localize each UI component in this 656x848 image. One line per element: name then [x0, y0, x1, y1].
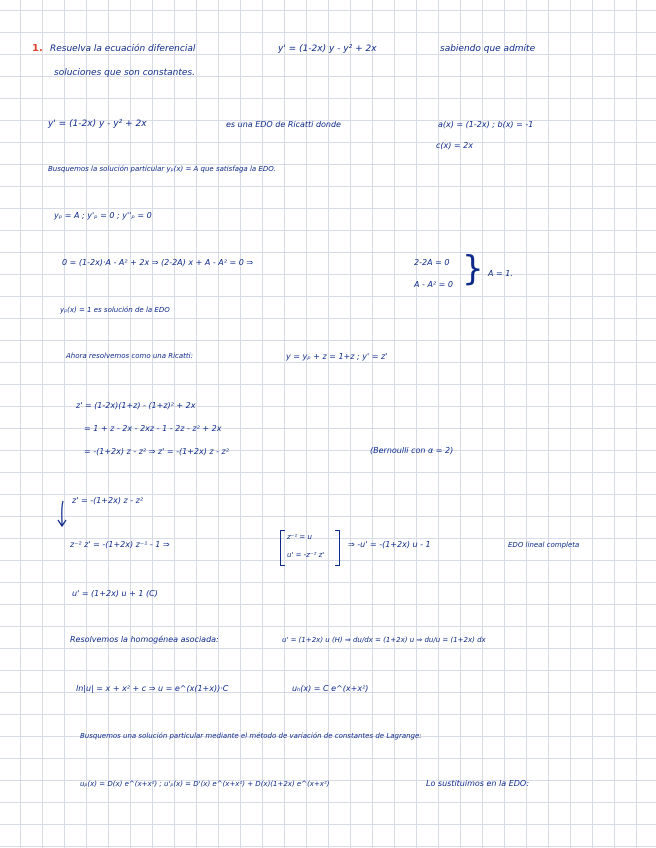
substitution-1: z⁻¹ = u: [287, 533, 312, 541]
down-arrow-icon: [56, 500, 68, 528]
system-eq-2: A - A² = 0: [414, 280, 454, 289]
riccati-label: es una EDO de Ricatti donde: [226, 120, 341, 129]
particular-derivs: yₚ = A ; y'ₚ = 0 ; y''ₚ = 0: [54, 211, 152, 220]
reduction-intro: Ahora resolvemos como una Ricatti:: [66, 352, 193, 360]
linear-equation: u' = (1+2x) u + 1 (C): [72, 589, 158, 598]
bernoulli-after: ⇒ -u' = -(1+2x) u - 1: [348, 540, 431, 549]
homogeneous-intro: Resolvemos la homogénea asociada:: [70, 635, 219, 644]
homogeneous-solution: ln|u| = x + x² + c ⇒ u = e^(x(1+x))·C: [76, 684, 229, 693]
reduction-line-3: = -(1+2x) z - z² ⇒ z' = -(1+2x) z - z²: [84, 447, 229, 456]
system-result: A = 1.: [488, 269, 513, 278]
particular-intro: Busquemos la solución particular yₚ(x) = A que satisfaga la EDO.: [48, 165, 276, 173]
bernoulli-divided: z⁻² z' = -(1+2x) z⁻¹ - 1 ⇒: [70, 540, 170, 549]
particular-substitution: 0 = (1-2x)·A - A² + 2x ⇒ (2-2A) x + A - A² = 0 ⇒: [62, 258, 254, 267]
substitution-2: u' = -z⁻² z': [287, 551, 325, 559]
substitution-bracket-left: [280, 530, 285, 566]
substitution-bracket-right: [335, 530, 340, 566]
system-brace: }: [462, 249, 484, 289]
riccati-equation: y' = (1-2x) y - y² + 2x: [48, 119, 147, 129]
homogeneous-uh: uₕ(x) = C e^(x+x²): [292, 684, 369, 693]
problem-number: 1.: [32, 43, 43, 54]
bernoulli-note: (Bernoulli con α = 2): [370, 446, 454, 455]
riccati-coeff-c: c(x) = 2x: [436, 141, 473, 150]
problem-equation: y' = (1-2x) y - y² + 2x: [278, 44, 377, 54]
variation-intro: Busquemos una solución particular mediante el método de variación de constantes de Lagrange:: [80, 732, 422, 740]
variation-up: uₚ(x) = D(x) e^(x+x²) ; u'ₚ(x) = D'(x) e^(x+x²) + D(x)(1+2x) e^(x+x²): [80, 780, 330, 788]
bernoulli-eq: z' = -(1+2x) z - z²: [72, 496, 144, 505]
reduction-line-2: = 1 + z - 2x - 2xz - 1 - 2z - z² + 2x: [84, 424, 222, 433]
particular-conclusion: yₚ(x) = 1 es solución de la EDO: [60, 306, 170, 314]
system-eq-1: 2-2A = 0: [414, 258, 450, 267]
reduction-change: y = yₚ + z = 1+z ; y' = z': [286, 352, 388, 361]
riccati-coeffs-ab: a(x) = (1-2x) ; b(x) = -1: [438, 120, 534, 129]
homogeneous-eq: u' = (1+2x) u (H) ⇒ du/dx = (1+2x) u ⇒ du/u = (1+2x) dx: [282, 636, 486, 644]
reduction-line-1: z' = (1-2x)(1+z) - (1+z)² + 2x: [76, 401, 196, 410]
problem-statement-a: Resuelva la ecuación diferencial: [50, 44, 196, 54]
problem-statement-c: soluciones que son constantes.: [54, 68, 195, 78]
problem-statement-b: sabiendo que admite: [440, 44, 536, 54]
linear-label: EDO lineal completa: [508, 541, 580, 549]
variation-next: Lo sustituimos en la EDO:: [426, 779, 530, 788]
